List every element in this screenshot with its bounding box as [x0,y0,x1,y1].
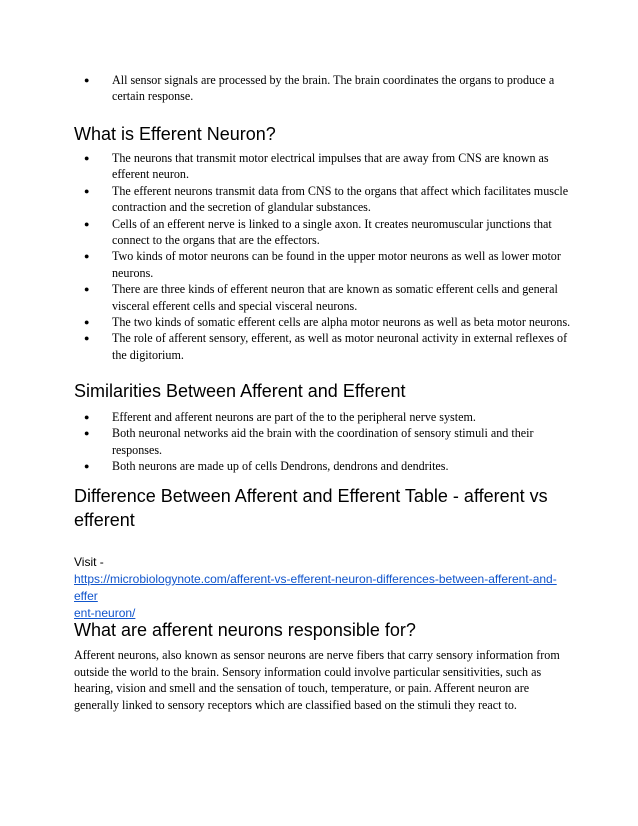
bullet-icon: ● [84,75,90,85]
bullet-text: The neurons that transmit motor electrical impulses that are away from CNS are known as efferent neuron. [112,151,549,182]
visit-block [74,554,574,622]
section-heading-difference [74,484,548,532]
bullet-text: Two kinds of motor neurons can be found in the upper motor neurons as well as lower motor neurons. [112,249,561,280]
list-item [74,409,574,425]
visit-label: Visit - [74,555,104,569]
bullet-text: The role of afferent sensory, efferent, as well as motor neuronal activity in external reflexes of the digitorium. [112,331,568,362]
list-item [74,216,574,249]
list-item [74,458,574,474]
bullet-icon: ● [84,218,90,229]
bullet-icon: ● [84,461,90,472]
bullet-icon: ● [84,317,90,328]
list-item [74,330,574,363]
bullet-icon: ● [84,412,90,422]
source-link[interactable] [74,572,557,620]
bullet-icon: ● [84,251,90,262]
bullet-text: Cells of an efferent nerve is linked to a single axon. It creates neuromuscular junctions that connect to the organs that are the effectors. [112,216,552,248]
list-item [74,150,574,183]
section-heading-similarities: Similarities Between Afferent and Efferent [74,381,406,401]
list-item [74,248,574,281]
section-heading-efferent: What is Efferent Neuron? [74,124,276,144]
efferent-bullet-list [74,150,574,363]
bullet-icon: ● [84,153,90,163]
list-item [74,281,574,314]
similarities-bullet-list [74,409,574,475]
section-heading-responsible: What are afferent neurons responsible for? [74,620,416,640]
link-line: ent-neuron/ [74,606,136,620]
intro-bullet-list [74,72,574,105]
list-item [74,183,574,216]
heading-line: efferent [74,510,135,530]
bullet-text: The two kinds of somatic efferent cells are alpha motor neurons as well as beta motor neurons. [112,315,571,330]
bullet-icon: ● [84,333,90,344]
bullet-text: There are three kinds of efferent neuron that are known as somatic efferent cells and general visceral efferent cells and special visceral neurons. [112,282,558,313]
bullet-icon: ● [84,428,90,439]
list-item [74,425,574,458]
heading-line: Difference Between Afferent and Efferent Table - afferent vs [74,486,548,506]
bullet-text: The efferent neurons transmit data from CNS to the organs that affect which facilitates muscle contraction and the secretion of glandular substances. [112,183,569,215]
list-item [74,72,574,105]
list-item [74,314,574,330]
bullet-text: Both neurons are made up of cells Dendrons, dendrons and dendrites. [112,459,449,474]
link-line: https://microbiologynote.com/afferent-vs-efferent-neuron-differences-between-afferent-and-effer [74,572,557,603]
bullet-text: All sensor signals are processed by the brain. The brain coordinates the organs to produce a certain response. [112,73,555,104]
bullet-text: Efferent and afferent neurons are part of the to the peripheral nerve system. [112,410,476,424]
bullet-text: Both neuronal networks aid the brain with the coordination of sensory stimuli and their responses. [112,426,534,457]
bullet-icon: ● [84,284,90,295]
bullet-icon: ● [84,185,90,196]
responsible-paragraph: Afferent neurons, also known as sensor neurons are nerve fibers that carry sensory information from outside the world to the brain. Sensory information could involve particular sensitivities, such as hearing, vision and smell and the sensation of touch, temperature, or pain. Afferent neuron are generally linked to sensory receptors which are classified based on the stimuli they react to. [74,648,560,712]
